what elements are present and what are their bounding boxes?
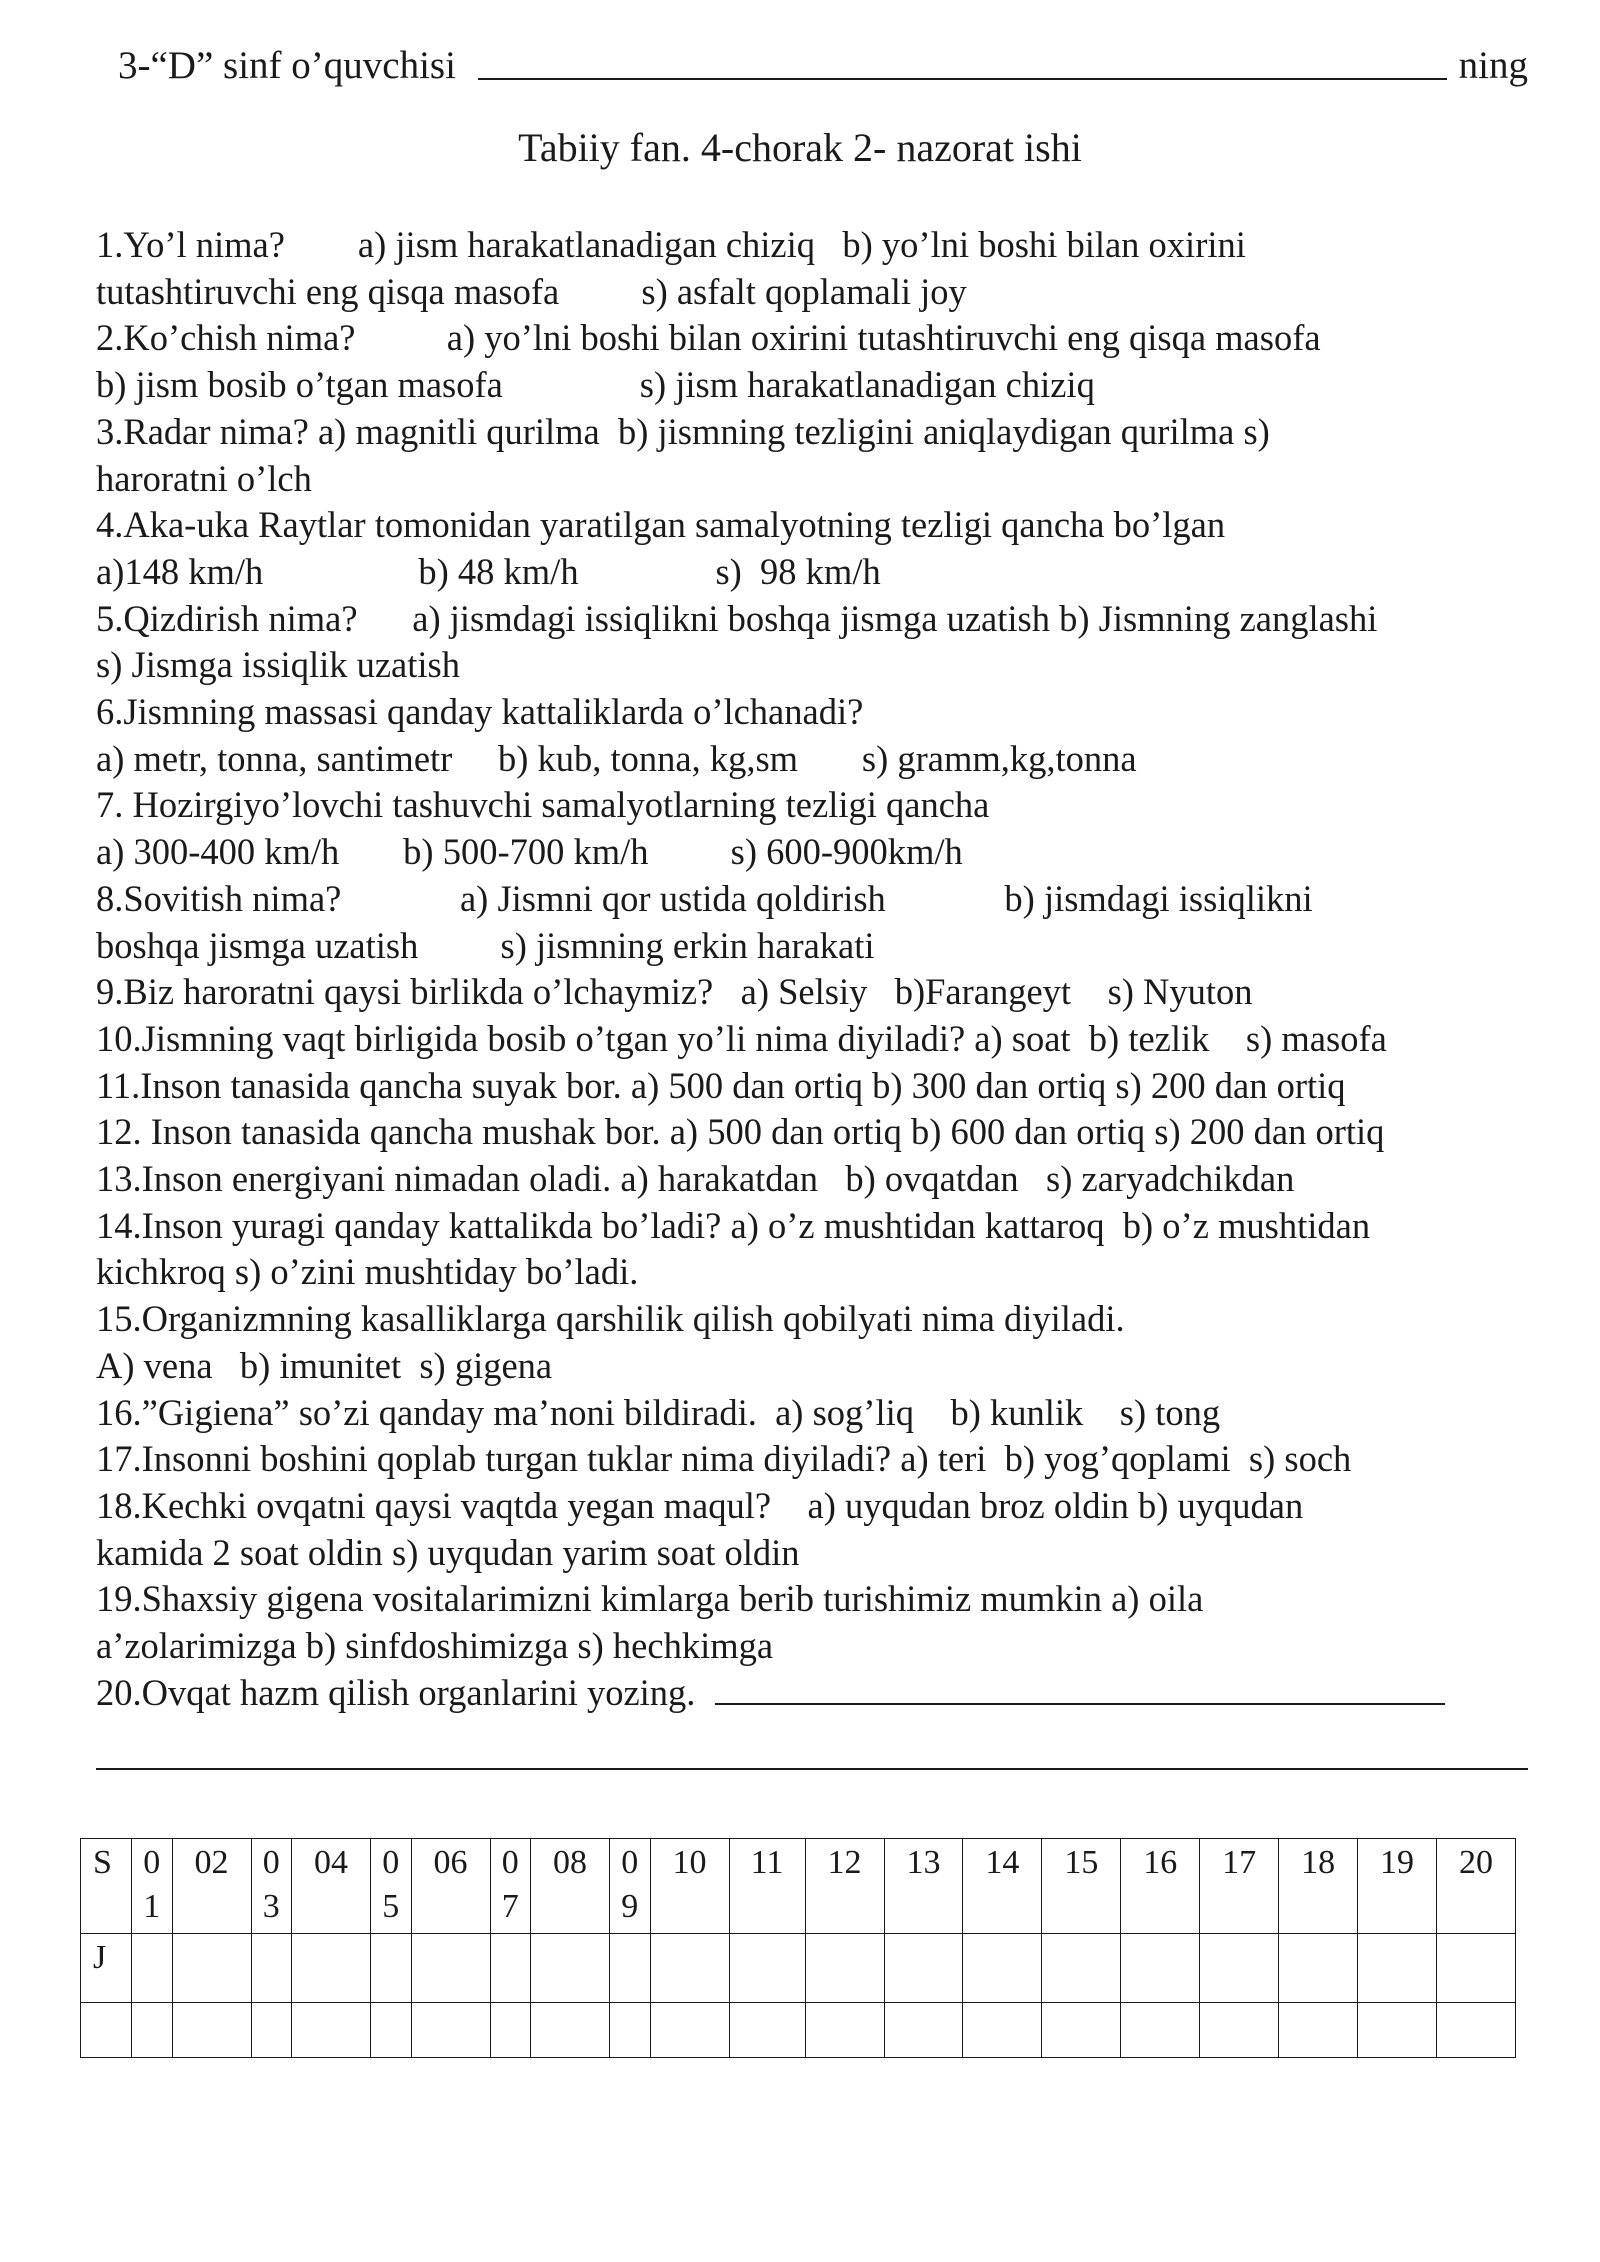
- question-number-cell: 06: [411, 1839, 490, 1934]
- question-text: 10.Jismning vaqt birligida bosib o’tgan yo’li nima diyiladi? a) soat b) tezlik s) masofa: [96, 1017, 1387, 1059]
- question-number-cell: 19: [1358, 1839, 1437, 1934]
- question-line: [96, 642, 1536, 689]
- question-line: [96, 1016, 1536, 1063]
- question-number-cell: 17: [1200, 1839, 1279, 1934]
- question-text: kamida 2 soat oldin s) uyqudan yarim soat oldin: [96, 1531, 800, 1573]
- answer-blank[interactable]: [715, 1675, 1445, 1705]
- question-number-cell: 08: [531, 1839, 610, 1934]
- question-text: 11.Inson tanasida qancha suyak bor. a) 500 dan ortiq b) 300 dan ortiq s) 200 dan ortiq: [96, 1064, 1346, 1106]
- question-line: [96, 1203, 1536, 1250]
- answer-cell[interactable]: [411, 2003, 490, 2058]
- question-number-cell: 0 5: [371, 1839, 412, 1934]
- question-line: [96, 1670, 1536, 1717]
- question-text: 3.Radar nima? a) magnitli qurilma b) jismning tezligini aniqlaydigan qurilma s): [96, 410, 1270, 452]
- question-text: 15.Organizmning kasalliklarga qarshilik qilish qobilyati nima diyiladi.: [96, 1298, 1125, 1340]
- question-line: [96, 1063, 1536, 1110]
- question-line: [96, 1623, 1536, 1670]
- question-line: [96, 1249, 1536, 1296]
- answer-cell[interactable]: [1042, 2003, 1121, 2058]
- question-line: [96, 409, 1536, 456]
- question-line: [96, 782, 1536, 829]
- question-line: [96, 222, 1536, 269]
- answer-cell[interactable]: [292, 1934, 371, 2003]
- question-number-cell: 0 1: [132, 1839, 173, 1934]
- student-name-blank[interactable]: [478, 38, 1447, 80]
- answer-cell[interactable]: [805, 1934, 884, 2003]
- question-line: [96, 1390, 1536, 1437]
- question-number-cell: 10: [650, 1839, 729, 1934]
- answer-cell[interactable]: [172, 1934, 251, 2003]
- question-text: 12. Inson tanasida qancha mushak bor. a) 500 dan ortiq b) 600 dan ortiq s) 200 dan ortiq: [96, 1111, 1385, 1153]
- question-text: 9.Biz haroratni qaysi birlikda o’lchaymiz? a) Selsiy b)Farangeyt s) Nyuton: [96, 971, 1253, 1013]
- answer-cell[interactable]: [610, 2003, 651, 2058]
- question-line: [96, 502, 1536, 549]
- answer-blank-line[interactable]: [96, 1768, 1528, 1770]
- question-text: 1.Yo’l nima? a) jism harakatlanadigan chiziq b) yo’lni boshi bilan oxirini: [96, 224, 1246, 265]
- question-text: 4.Aka-uka Raytlar tomonidan yaratilgan samalyotning tezligi qancha bo’lgan: [96, 504, 1226, 546]
- answer-cell[interactable]: [963, 1934, 1042, 2003]
- question-text: a) 300-400 km/h b) 500-700 km/h s) 600-900km/h: [96, 831, 963, 873]
- question-line: [96, 1156, 1536, 1203]
- student-class-label: 3-“D” sinf o’quvchisi: [118, 44, 456, 87]
- question-line: [96, 269, 1536, 316]
- question-text: 16.”Gigiena” so’zi qanday ma’noni bildiradi. a) sog’liq b) kunlik s) tong: [96, 1391, 1221, 1433]
- answer-cell[interactable]: [610, 1934, 651, 2003]
- question-number-cell: 16: [1121, 1839, 1200, 1934]
- question-text: haroratni o’lch: [96, 457, 312, 499]
- question-text: s) Jismga issiqlik uzatish: [96, 644, 460, 686]
- answer-cell[interactable]: [251, 1934, 292, 2003]
- answer-cell[interactable]: [531, 1934, 610, 2003]
- question-number-cell: 12: [805, 1839, 884, 1934]
- question-line: [96, 1343, 1536, 1390]
- question-text: 18.Kechki ovqatni qaysi vaqtda yegan maqul? a) uyqudan broz oldin b) uyqudan: [96, 1484, 1304, 1526]
- answer-cell[interactable]: [81, 2003, 132, 2058]
- question-line: [96, 362, 1536, 409]
- question-number-cell: 13: [884, 1839, 963, 1934]
- question-number-cell: 0 3: [251, 1839, 292, 1934]
- answer-cell[interactable]: [884, 1934, 963, 2003]
- answer-cell[interactable]: [1279, 1934, 1358, 2003]
- answer-cell[interactable]: [1200, 2003, 1279, 2058]
- question-text: a) metr, tonna, santimetr b) kub, tonna, kg,sm s) gramm,kg,tonna: [96, 737, 1137, 779]
- answer-cell[interactable]: [963, 2003, 1042, 2058]
- question-line: [96, 736, 1536, 783]
- answer-cell[interactable]: [1121, 1934, 1200, 2003]
- question-number-cell: 20: [1436, 1839, 1515, 1934]
- answer-cell[interactable]: [1200, 1934, 1279, 2003]
- question-line: [96, 1483, 1536, 1530]
- answer-cell[interactable]: [1042, 1934, 1121, 2003]
- answer-cell[interactable]: [1279, 2003, 1358, 2058]
- question-line: [96, 1436, 1536, 1483]
- row-label-s: S: [81, 1839, 132, 1934]
- answer-cell[interactable]: [251, 2003, 292, 2058]
- question-text: A) vena b) imunitet s) gigena: [96, 1344, 553, 1386]
- answer-grid: [80, 1838, 1516, 2058]
- answer-cell[interactable]: [371, 2003, 412, 2058]
- question-line: [96, 829, 1536, 876]
- question-text: b) jism bosib o’tgan masofa s) jism harakatlanadigan chiziq: [96, 364, 1095, 406]
- answer-cell[interactable]: [1358, 2003, 1437, 2058]
- header-suffix: ning: [1458, 44, 1528, 87]
- question-text: 8.Sovitish nima? a) Jismni qor ustida qoldirish b) jismdagi issiqlikni: [96, 877, 1313, 919]
- answer-cell[interactable]: [490, 2003, 531, 2058]
- answer-cell[interactable]: [531, 2003, 610, 2058]
- question-line: [96, 876, 1536, 923]
- question-line: [96, 969, 1536, 1016]
- question-list: [96, 222, 1536, 1717]
- page-title: Tabiiy fan. 4-chorak 2- nazorat ishi: [518, 125, 1082, 170]
- question-text: a’zolarimizga b) sinfdoshimizga s) hechkimga: [96, 1625, 774, 1667]
- question-text: 7. Hozirgiyo’lovchi tashuvchi samalyotlarning tezligi qancha: [96, 784, 990, 826]
- answer-cell[interactable]: [1436, 2003, 1515, 2058]
- question-line: [96, 1109, 1536, 1156]
- answer-cell[interactable]: [490, 1934, 531, 2003]
- question-number-cell: 15: [1042, 1839, 1121, 1934]
- student-header: [118, 38, 1528, 88]
- answer-cell[interactable]: [1436, 1934, 1515, 2003]
- question-text: boshqa jismga uzatish s) jismning erkin harakati: [96, 924, 875, 966]
- question-line: [96, 596, 1536, 643]
- question-number-cell: 0 7: [490, 1839, 531, 1934]
- question-number-cell: 14: [963, 1839, 1042, 1934]
- answer-cell[interactable]: [172, 2003, 251, 2058]
- answer-cell[interactable]: [292, 2003, 371, 2058]
- answer-cell[interactable]: [371, 1934, 412, 2003]
- question-text: 2.Ko’chish nima? a) yo’lni boshi bilan oxirini tutashtiruvchi eng qisqa masofa: [96, 317, 1321, 359]
- question-line: [96, 456, 1536, 503]
- question-number-cell: 04: [292, 1839, 371, 1934]
- question-line: [96, 923, 1536, 970]
- question-text: a)148 km/h b) 48 km/h s) 98 km/h: [96, 550, 881, 592]
- question-text: tutashtiruvchi eng qisqa masofa s) asfalt qoplamali joy: [96, 270, 967, 312]
- answer-cell[interactable]: [411, 1934, 490, 2003]
- question-line: [96, 1530, 1536, 1577]
- question-text: 6.Jismning massasi qanday kattaliklarda o’lchanadi?: [96, 691, 864, 733]
- answer-cell[interactable]: [1358, 1934, 1437, 2003]
- question-line: [96, 689, 1536, 736]
- question-text: kichkroq s) o’zini mushtiday bo’ladi.: [96, 1251, 639, 1293]
- answer-cell[interactable]: [1121, 2003, 1200, 2058]
- question-text: 13.Inson energiyani nimadan oladi. a) harakatdan b) ovqatdan s) zaryadchikdan: [96, 1158, 1295, 1200]
- answer-cell[interactable]: [884, 2003, 963, 2058]
- question-line: [96, 549, 1536, 596]
- answer-cell[interactable]: [729, 1934, 805, 2003]
- answer-cell[interactable]: [805, 2003, 884, 2058]
- question-line: [96, 1576, 1536, 1623]
- question-number-cell: 02: [172, 1839, 251, 1934]
- answer-cell[interactable]: [650, 2003, 729, 2058]
- answer-cell[interactable]: [729, 2003, 805, 2058]
- question-text: 20.Ovqat hazm qilish organlarini yozing.: [96, 1671, 696, 1713]
- answer-cell[interactable]: [650, 1934, 729, 2003]
- question-text: 5.Qizdirish nima? a) jismdagi issiqlikni boshqa jismga uzatish b) Jismning zanglashi: [96, 597, 1378, 639]
- question-number-cell: 18: [1279, 1839, 1358, 1934]
- answer-cell[interactable]: [132, 1934, 173, 2003]
- question-text: 14.Inson yuragi qanday kattalikda bo’ladi? a) o’z mushtidan kattaroq b) o’z mushtidan: [96, 1204, 1371, 1246]
- question-number-cell: 11: [729, 1839, 805, 1934]
- question-text: 19.Shaxsiy gigena vositalarimizni kimlarga berib turishimiz mumkin a) oila: [96, 1578, 1204, 1620]
- row-label-j: J: [81, 1934, 132, 2003]
- question-line: [96, 315, 1536, 362]
- question-number-cell: 0 9: [610, 1839, 651, 1934]
- question-line: [96, 1296, 1536, 1343]
- question-text: 17.Insonni boshini qoplab turgan tuklar nima diyiladi? a) teri b) yog’qoplami s) soch: [96, 1438, 1352, 1480]
- answer-cell[interactable]: [132, 2003, 173, 2058]
